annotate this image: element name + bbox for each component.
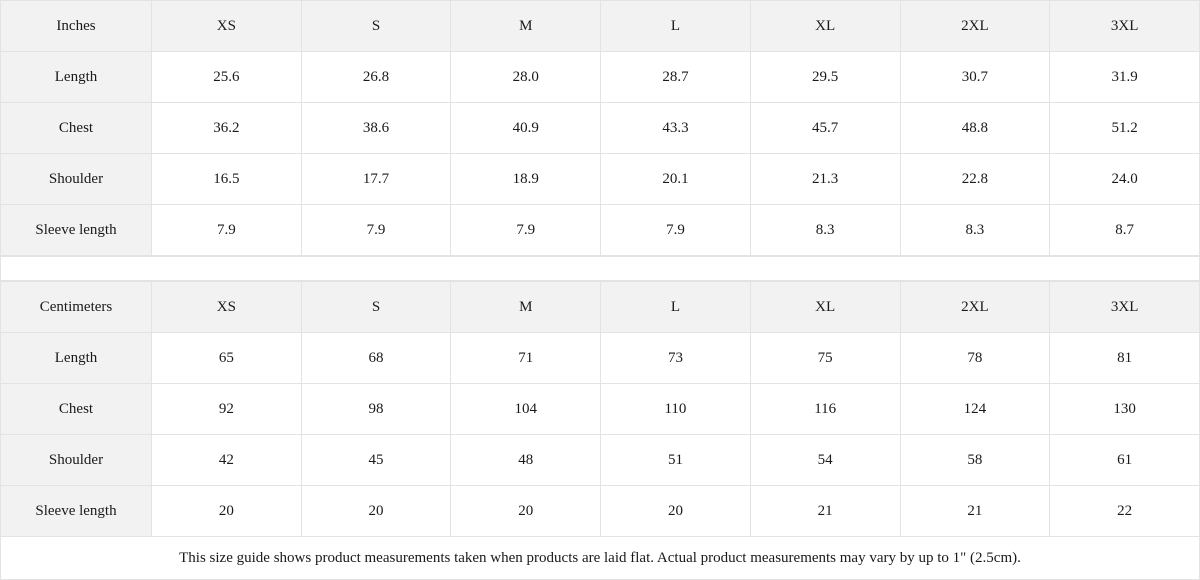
- centimeters-table-wrapper: [0, 281, 1200, 537]
- measurement-cell: 51: [601, 435, 751, 486]
- row-label: Shoulder: [1, 154, 152, 205]
- table-header-row: [1, 1, 1200, 52]
- column-header: XL: [750, 1, 900, 52]
- measurement-cell: 7.9: [152, 205, 302, 256]
- measurement-cell: 8.7: [1050, 205, 1200, 256]
- column-header: XL: [750, 282, 900, 333]
- measurement-cell: 45: [301, 435, 451, 486]
- measurement-cell: 65: [152, 333, 302, 384]
- measurement-cell: 22.8: [900, 154, 1050, 205]
- measurement-cell: 20: [152, 486, 302, 537]
- measurement-cell: 45.7: [750, 103, 900, 154]
- unit-label-inches: Inches: [1, 1, 152, 52]
- measurement-cell: 30.7: [900, 52, 1050, 103]
- table-row: [1, 103, 1200, 154]
- column-header: M: [451, 282, 601, 333]
- table-row: [1, 435, 1200, 486]
- column-header: L: [601, 1, 751, 52]
- measurement-cell: 75: [750, 333, 900, 384]
- table-row: [1, 333, 1200, 384]
- measurement-cell: 42: [152, 435, 302, 486]
- measurement-cell: 7.9: [601, 205, 751, 256]
- measurement-cell: 20: [601, 486, 751, 537]
- measurement-cell: 25.6: [152, 52, 302, 103]
- measurement-cell: 116: [750, 384, 900, 435]
- measurement-cell: 28.0: [451, 52, 601, 103]
- measurement-cell: 31.9: [1050, 52, 1200, 103]
- row-label: Chest: [1, 384, 152, 435]
- measurement-cell: 110: [601, 384, 751, 435]
- measurement-cell: 7.9: [301, 205, 451, 256]
- measurement-cell: 21: [900, 486, 1050, 537]
- column-header: S: [301, 282, 451, 333]
- measurement-cell: 61: [1050, 435, 1200, 486]
- column-header: 2XL: [900, 282, 1050, 333]
- measurement-cell: 130: [1050, 384, 1200, 435]
- column-header: 3XL: [1050, 282, 1200, 333]
- measurement-cell: 36.2: [152, 103, 302, 154]
- row-label: Sleeve length: [1, 486, 152, 537]
- measurement-cell: 68: [301, 333, 451, 384]
- measurement-cell: 48: [451, 435, 601, 486]
- measurement-cell: 7.9: [451, 205, 601, 256]
- measurement-cell: 29.5: [750, 52, 900, 103]
- measurement-cell: 16.5: [152, 154, 302, 205]
- column-header: 3XL: [1050, 1, 1200, 52]
- column-header: XS: [152, 282, 302, 333]
- column-header: M: [451, 1, 601, 52]
- row-label: Sleeve length: [1, 205, 152, 256]
- measurement-cell: 48.8: [900, 103, 1050, 154]
- measurement-cell: 71: [451, 333, 601, 384]
- measurement-cell: 104: [451, 384, 601, 435]
- measurement-cell: 78: [900, 333, 1050, 384]
- table-separator: [0, 256, 1200, 281]
- table-row: [1, 384, 1200, 435]
- column-header: S: [301, 1, 451, 52]
- size-table-inches: [0, 0, 1200, 256]
- measurement-cell: 21: [750, 486, 900, 537]
- measurement-cell: 43.3: [601, 103, 751, 154]
- measurement-cell: 98: [301, 384, 451, 435]
- measurement-cell: 92: [152, 384, 302, 435]
- measurement-cell: 20: [301, 486, 451, 537]
- row-label: Length: [1, 333, 152, 384]
- table-row: [1, 154, 1200, 205]
- measurement-cell: 26.8: [301, 52, 451, 103]
- row-label: Chest: [1, 103, 152, 154]
- row-label: Shoulder: [1, 435, 152, 486]
- measurement-cell: 51.2: [1050, 103, 1200, 154]
- table-header-row: [1, 282, 1200, 333]
- row-label: Length: [1, 52, 152, 103]
- size-guide-note: This size guide shows product measurements taken when products are laid flat. Actual product measurements may vary by up to 1" (2.5cm).: [0, 537, 1200, 580]
- measurement-cell: 58: [900, 435, 1050, 486]
- measurement-cell: 8.3: [900, 205, 1050, 256]
- column-header: XS: [152, 1, 302, 52]
- measurement-cell: 54: [750, 435, 900, 486]
- table-row: [1, 52, 1200, 103]
- measurement-cell: 24.0: [1050, 154, 1200, 205]
- table-row: [1, 486, 1200, 537]
- measurement-cell: 73: [601, 333, 751, 384]
- measurement-cell: 81: [1050, 333, 1200, 384]
- measurement-cell: 20.1: [601, 154, 751, 205]
- column-header: L: [601, 282, 751, 333]
- unit-label-centimeters: Centimeters: [1, 282, 152, 333]
- measurement-cell: 20: [451, 486, 601, 537]
- measurement-cell: 21.3: [750, 154, 900, 205]
- measurement-cell: 22: [1050, 486, 1200, 537]
- measurement-cell: 28.7: [601, 52, 751, 103]
- inches-table-wrapper: [0, 0, 1200, 256]
- size-table-centimeters: [0, 281, 1200, 537]
- table-row: [1, 205, 1200, 256]
- measurement-cell: 8.3: [750, 205, 900, 256]
- measurement-cell: 124: [900, 384, 1050, 435]
- measurement-cell: 17.7: [301, 154, 451, 205]
- measurement-cell: 38.6: [301, 103, 451, 154]
- measurement-cell: 18.9: [451, 154, 601, 205]
- measurement-cell: 40.9: [451, 103, 601, 154]
- column-header: 2XL: [900, 1, 1050, 52]
